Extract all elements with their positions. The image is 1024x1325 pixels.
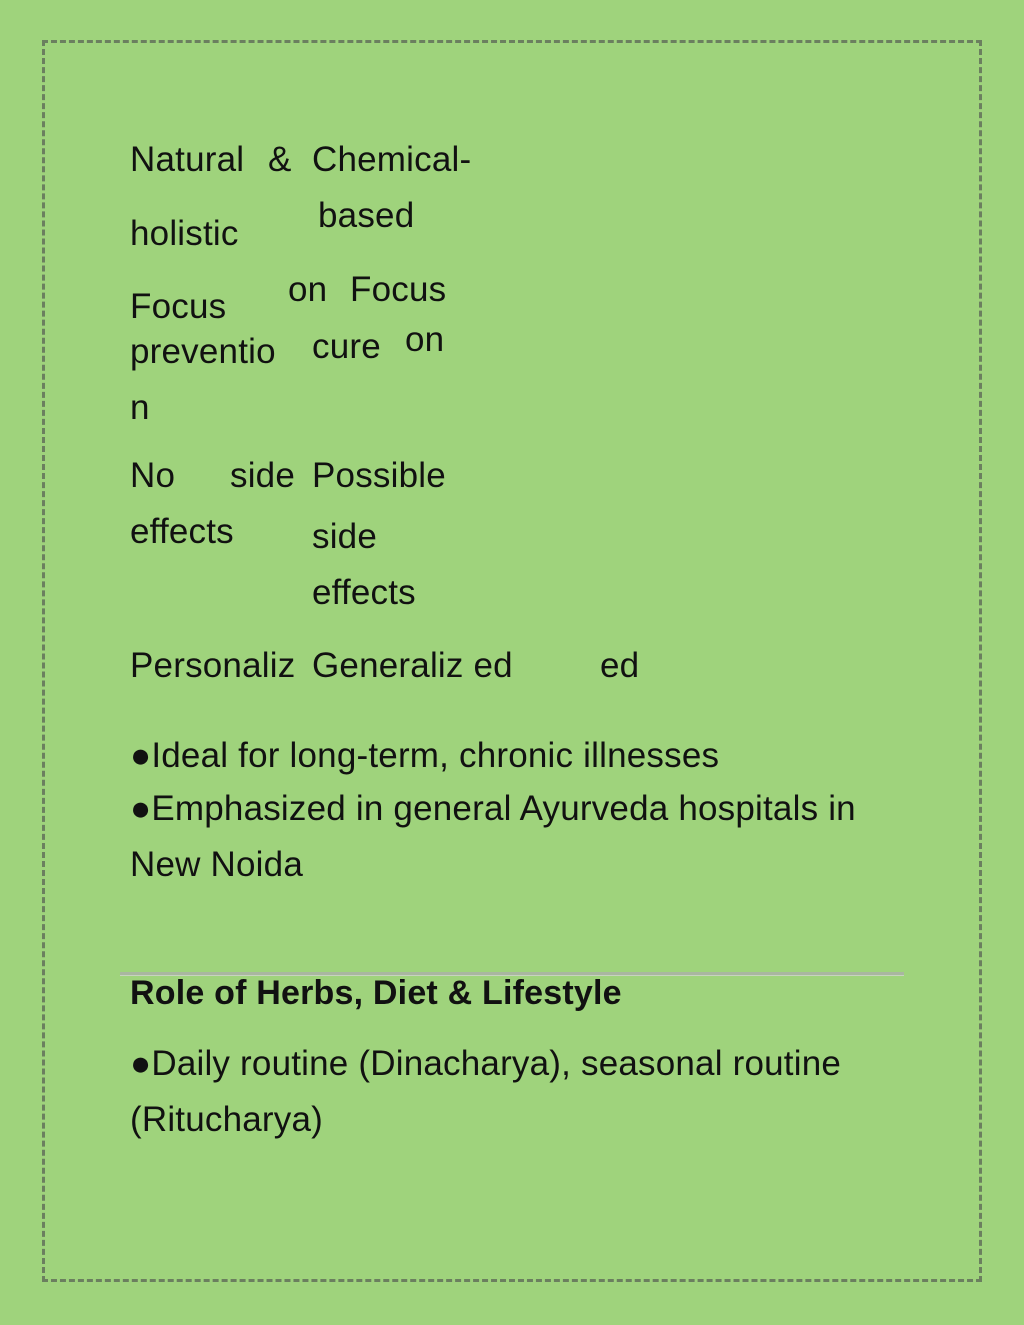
cell-generaliz: Generaliz ed (312, 646, 513, 685)
bullet-daily-routine-cont: (Ritucharya) (130, 1100, 324, 1139)
bullet-ayurveda-hospitals: ●Emphasized in general Ayurveda hospitals in (130, 789, 856, 828)
cell-n: n (130, 388, 150, 427)
cell-ed: ed (600, 646, 640, 685)
cell-chemical: Chemical- (312, 140, 472, 179)
cell-natural: Natural (130, 140, 245, 179)
cell-on-mid: on (288, 270, 328, 309)
cell-focus-right: Focus (350, 270, 447, 309)
bullet-chronic-illnesses: ●Ideal for long-term, chronic illnesses (130, 736, 720, 775)
section-heading: Role of Herbs, Diet & Lifestyle (130, 974, 622, 1012)
cell-focus-left: Focus (130, 287, 227, 326)
cell-holistic: holistic (130, 214, 239, 253)
cell-cure: cure (312, 327, 381, 366)
cell-preventio: preventio (130, 332, 276, 371)
bullet-ayurveda-hospitals-cont: New Noida (130, 845, 303, 884)
cell-on-right: on (405, 320, 445, 359)
cell-side-right: side (312, 517, 378, 556)
cell-personaliz: Personaliz (130, 646, 296, 685)
cell-effects-right: effects (312, 573, 416, 612)
cell-ampersand: & (268, 140, 292, 179)
cell-side-left: side (230, 456, 296, 495)
bullet-daily-routine: ●Daily routine (Dinacharya), seasonal routine (130, 1044, 842, 1083)
cell-effects-left: effects (130, 512, 234, 551)
cell-possible: Possible (312, 456, 446, 495)
cell-based: based (318, 196, 415, 235)
cell-no: No (130, 456, 176, 495)
